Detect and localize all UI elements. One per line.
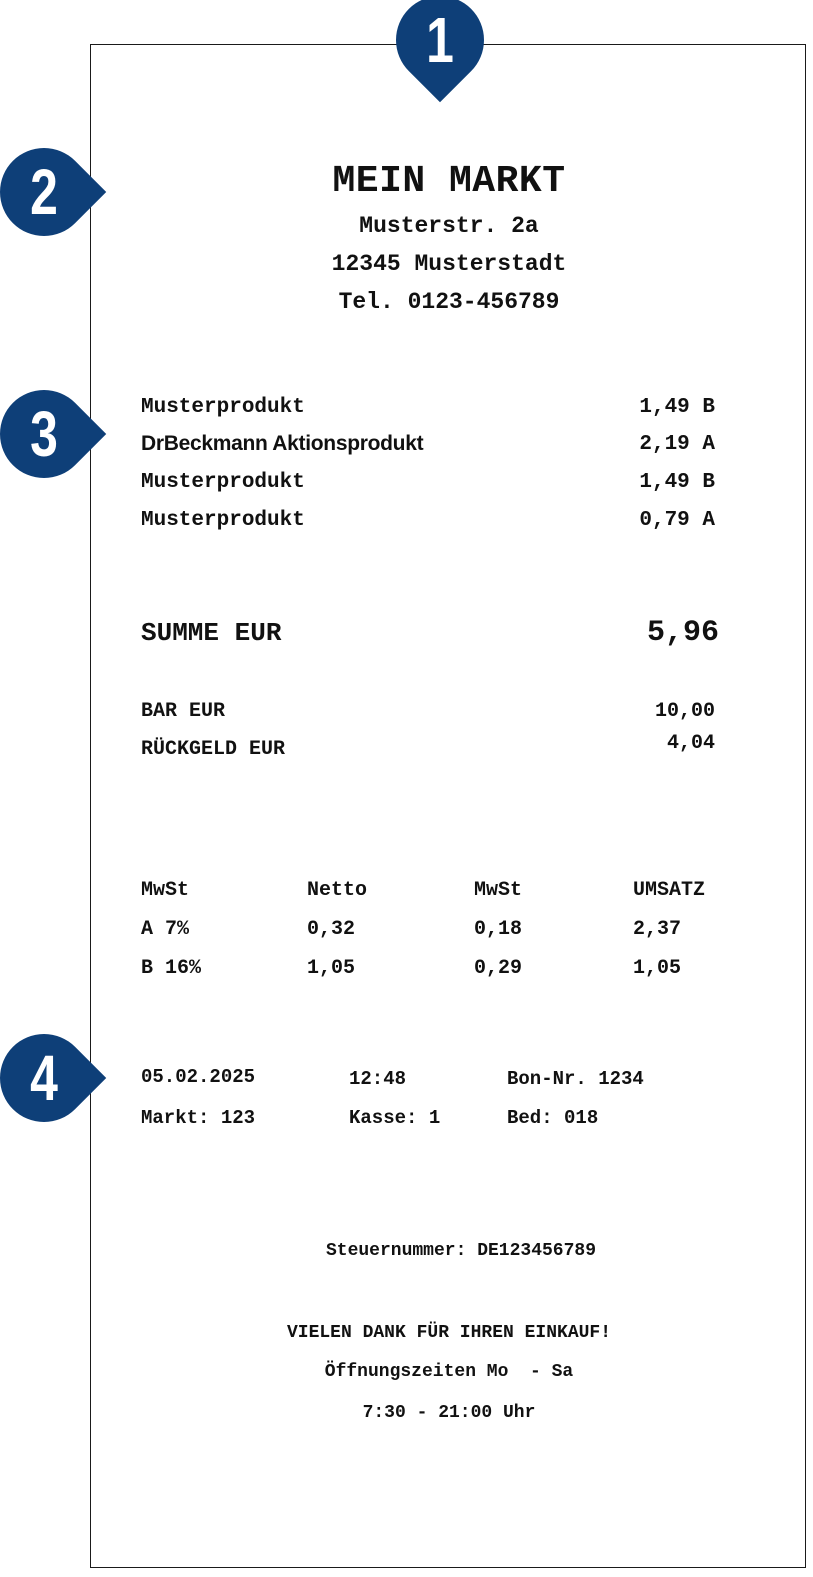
item-name: DrBeckmann Aktionsprodukt <box>141 432 424 455</box>
tax-cell: 0,32 <box>307 918 356 941</box>
tax-header: MwSt <box>141 879 190 902</box>
register-number: Kasse: 1 <box>349 1107 441 1129</box>
item-price: 1,49 B <box>639 471 715 494</box>
tax-header: Netto <box>307 879 368 902</box>
item-name: Musterprodukt <box>141 471 305 494</box>
cash-label: BAR EUR <box>141 700 226 723</box>
store-phone: Tel. 0123-456789 <box>338 289 560 315</box>
opening-hours: 7:30 - 21:00 Uhr <box>362 1403 536 1423</box>
cash-value: 10,00 <box>654 700 715 723</box>
item-name: Musterprodukt <box>141 509 305 532</box>
change-value: 4,04 <box>666 732 715 755</box>
tax-cell: A 7% <box>141 918 190 941</box>
callout-number: 4 <box>30 1042 58 1114</box>
tax-header: MwSt <box>474 879 523 902</box>
callout-number: 3 <box>30 398 58 470</box>
item-name: Musterprodukt <box>141 396 305 419</box>
tax-number: Steuernummer: DE123456789 <box>325 1241 597 1261</box>
item-price: 1,49 B <box>639 396 715 419</box>
tax-header: UMSATZ <box>633 879 706 902</box>
change-label: RÜCKGELD EUR <box>141 738 286 761</box>
store-name: MEIN MARKT <box>332 160 566 203</box>
store-street: Musterstr. 2a <box>359 213 539 239</box>
total-value: 5,96 <box>646 616 719 650</box>
tax-cell: 1,05 <box>633 957 682 980</box>
callout-number: 1 <box>426 4 454 77</box>
tax-cell: 2,37 <box>633 918 682 941</box>
operator-number: Bed: 018 <box>507 1107 599 1129</box>
item-price: 2,19 A <box>639 433 715 456</box>
receipt <box>90 44 806 1568</box>
opening-hours-label: Öffnungszeiten Mo - Sa <box>324 1362 574 1382</box>
tax-cell: B 16% <box>141 957 202 980</box>
callout-number: 2 <box>30 156 58 228</box>
total-label: SUMME EUR <box>141 618 282 648</box>
tax-cell: 1,05 <box>307 957 356 980</box>
receipt-date: 05.02.2025 <box>141 1066 256 1088</box>
store-number: Markt: 123 <box>141 1107 256 1129</box>
store-city: 12345 Musterstadt <box>331 251 567 277</box>
receipt-number: Bon-Nr. 1234 <box>507 1068 644 1090</box>
item-price: 0,79 A <box>639 509 715 532</box>
thank-you-message: VIELEN DANK FÜR IHREN EINKAUF! <box>286 1323 612 1343</box>
receipt-time: 12:48 <box>349 1068 407 1090</box>
tax-cell: 0,29 <box>474 957 523 980</box>
tax-cell: 0,18 <box>474 918 523 941</box>
